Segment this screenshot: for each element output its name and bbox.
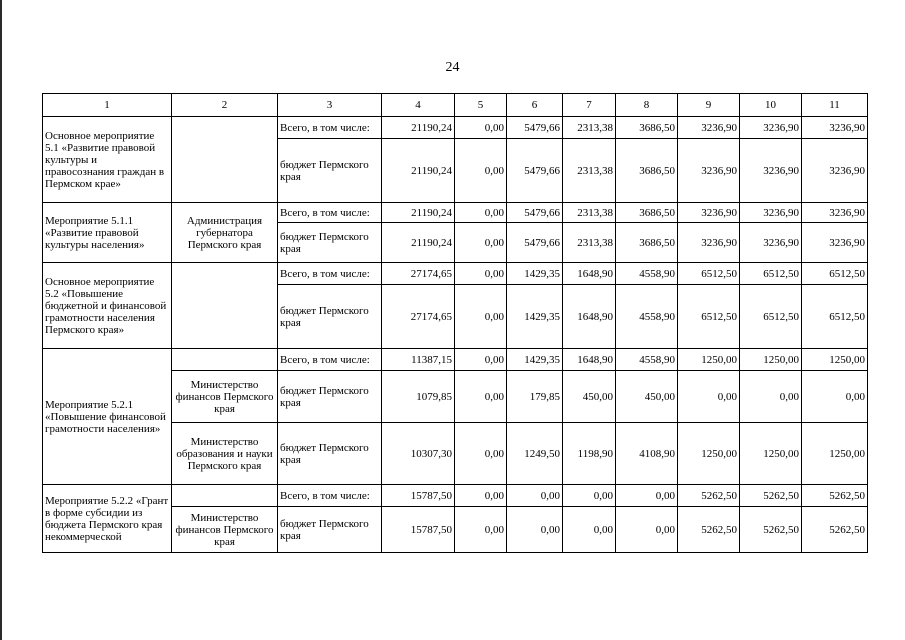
- executor-cell: Администрация губернатора Пермского края: [172, 203, 278, 263]
- value-cell: 1648,90: [563, 349, 616, 371]
- value-cell: 1250,00: [802, 349, 868, 371]
- value-cell: 0,00: [455, 117, 507, 139]
- column-number: 11: [802, 94, 868, 117]
- value-cell: 21190,24: [382, 117, 455, 139]
- value-cell: 3236,90: [678, 203, 740, 223]
- value-cell: 2313,38: [563, 117, 616, 139]
- value-cell: 1648,90: [563, 263, 616, 285]
- value-cell: 6512,50: [678, 263, 740, 285]
- value-cell: 0,00: [563, 507, 616, 553]
- value-cell: 0,00: [455, 285, 507, 349]
- executor-cell: [172, 117, 278, 203]
- value-cell: 0,00: [455, 223, 507, 263]
- table-row: [43, 485, 868, 507]
- funding-source: Всего, в том числе:: [278, 117, 382, 139]
- activity-name: Мероприятие 5.2.1 «Повышение финансовой грамотности населения»: [43, 349, 172, 485]
- activity-name: Мероприятие 5.1.1 «Развитие правовой культуры населения»: [43, 203, 172, 263]
- value-cell: 450,00: [616, 371, 678, 423]
- executor-cell: [172, 263, 278, 349]
- funding-source: бюджет Пермского края: [278, 285, 382, 349]
- value-cell: 6512,50: [740, 263, 802, 285]
- column-number-row: [43, 94, 868, 117]
- value-cell: 1249,50: [507, 423, 563, 485]
- value-cell: 4558,90: [616, 263, 678, 285]
- value-cell: 5479,66: [507, 139, 563, 203]
- column-number: 5: [455, 94, 507, 117]
- value-cell: 1250,00: [740, 349, 802, 371]
- value-cell: 3236,90: [678, 139, 740, 203]
- value-cell: 5262,50: [678, 485, 740, 507]
- value-cell: 0,00: [455, 371, 507, 423]
- value-cell: 1250,00: [740, 423, 802, 485]
- column-number: 8: [616, 94, 678, 117]
- column-number: 10: [740, 94, 802, 117]
- table-row: [43, 349, 868, 371]
- column-number: 2: [172, 94, 278, 117]
- value-cell: 1429,35: [507, 263, 563, 285]
- column-number: 6: [507, 94, 563, 117]
- value-cell: 3686,50: [616, 223, 678, 263]
- value-cell: 0,00: [740, 371, 802, 423]
- value-cell: 0,00: [455, 349, 507, 371]
- value-cell: 4108,90: [616, 423, 678, 485]
- executor-cell: [172, 349, 278, 371]
- column-number: 3: [278, 94, 382, 117]
- value-cell: 27174,65: [382, 263, 455, 285]
- value-cell: 6512,50: [740, 285, 802, 349]
- value-cell: 0,00: [455, 507, 507, 553]
- value-cell: 4558,90: [616, 349, 678, 371]
- value-cell: 0,00: [507, 485, 563, 507]
- value-cell: 3236,90: [678, 223, 740, 263]
- value-cell: 21190,24: [382, 223, 455, 263]
- value-cell: 3686,50: [616, 117, 678, 139]
- value-cell: 0,00: [455, 139, 507, 203]
- executor-cell: Министерство финансов Пермского края: [172, 507, 278, 553]
- value-cell: 0,00: [455, 485, 507, 507]
- value-cell: 10307,30: [382, 423, 455, 485]
- value-cell: 3686,50: [616, 139, 678, 203]
- value-cell: 3236,90: [802, 139, 868, 203]
- value-cell: 0,00: [455, 263, 507, 285]
- value-cell: 5479,66: [507, 117, 563, 139]
- funding-source: Всего, в том числе:: [278, 203, 382, 223]
- activity-name: Основное мероприятие 5.1 «Развитие правовой культуры и правосознания граждан в Пермском крае»: [43, 117, 172, 203]
- value-cell: 2313,38: [563, 139, 616, 203]
- column-number: 7: [563, 94, 616, 117]
- value-cell: 6512,50: [802, 263, 868, 285]
- activity-name: Мероприятие 5.2.2 «Грант в форме субсидии из бюджета Пермского края некоммерческой: [43, 485, 172, 553]
- value-cell: 0,00: [616, 507, 678, 553]
- value-cell: 1198,90: [563, 423, 616, 485]
- value-cell: 0,00: [563, 485, 616, 507]
- value-cell: 5262,50: [740, 485, 802, 507]
- value-cell: 179,85: [507, 371, 563, 423]
- value-cell: 5262,50: [678, 507, 740, 553]
- value-cell: 0,00: [455, 423, 507, 485]
- funding-source: бюджет Пермского края: [278, 507, 382, 553]
- funding-source: бюджет Пермского края: [278, 139, 382, 203]
- value-cell: 5262,50: [802, 507, 868, 553]
- table-row: [43, 203, 868, 223]
- table-row: [43, 263, 868, 285]
- funding-source: бюджет Пермского края: [278, 371, 382, 423]
- value-cell: 1429,35: [507, 285, 563, 349]
- value-cell: 15787,50: [382, 485, 455, 507]
- value-cell: 1429,35: [507, 349, 563, 371]
- value-cell: 21190,24: [382, 203, 455, 223]
- value-cell: 6512,50: [678, 285, 740, 349]
- value-cell: 1250,00: [802, 423, 868, 485]
- page-number: 24: [445, 60, 460, 75]
- executor-cell: Министерство образования и науки Пермского края: [172, 423, 278, 485]
- value-cell: 0,00: [616, 485, 678, 507]
- value-cell: 2313,38: [563, 223, 616, 263]
- value-cell: 4558,90: [616, 285, 678, 349]
- value-cell: 15787,50: [382, 507, 455, 553]
- table-row: [43, 117, 868, 139]
- value-cell: 5262,50: [802, 485, 868, 507]
- value-cell: 3236,90: [678, 117, 740, 139]
- value-cell: 3236,90: [802, 203, 868, 223]
- value-cell: 3236,90: [802, 223, 868, 263]
- column-number: 4: [382, 94, 455, 117]
- value-cell: 3236,90: [740, 223, 802, 263]
- value-cell: 1250,00: [678, 349, 740, 371]
- value-cell: 11387,15: [382, 349, 455, 371]
- value-cell: 6512,50: [802, 285, 868, 349]
- value-cell: 2313,38: [563, 203, 616, 223]
- scan-edge: [0, 0, 2, 640]
- funding-source: бюджет Пермского края: [278, 223, 382, 263]
- executor-cell: [172, 485, 278, 507]
- funding-source: Всего, в том числе:: [278, 485, 382, 507]
- executor-cell: Министерство финансов Пермского края: [172, 371, 278, 423]
- value-cell: 1250,00: [678, 423, 740, 485]
- value-cell: 3236,90: [802, 117, 868, 139]
- value-cell: 3236,90: [740, 203, 802, 223]
- value-cell: 1648,90: [563, 285, 616, 349]
- program-budget-table: [42, 93, 868, 553]
- value-cell: 0,00: [455, 203, 507, 223]
- value-cell: 0,00: [802, 371, 868, 423]
- funding-source: Всего, в том числе:: [278, 263, 382, 285]
- column-number: 9: [678, 94, 740, 117]
- activity-name: Основное мероприятие 5.2 «Повышение бюджетной и финансовой грамотности населения Пермского края»: [43, 263, 172, 349]
- value-cell: 5479,66: [507, 223, 563, 263]
- value-cell: 5479,66: [507, 203, 563, 223]
- value-cell: 3236,90: [740, 139, 802, 203]
- column-number: 1: [43, 94, 172, 117]
- value-cell: 21190,24: [382, 139, 455, 203]
- value-cell: 0,00: [678, 371, 740, 423]
- value-cell: 3686,50: [616, 203, 678, 223]
- value-cell: 3236,90: [740, 117, 802, 139]
- value-cell: 450,00: [563, 371, 616, 423]
- funding-source: бюджет Пермского края: [278, 423, 382, 485]
- value-cell: 0,00: [507, 507, 563, 553]
- value-cell: 1079,85: [382, 371, 455, 423]
- value-cell: 27174,65: [382, 285, 455, 349]
- value-cell: 5262,50: [740, 507, 802, 553]
- funding-source: Всего, в том числе:: [278, 349, 382, 371]
